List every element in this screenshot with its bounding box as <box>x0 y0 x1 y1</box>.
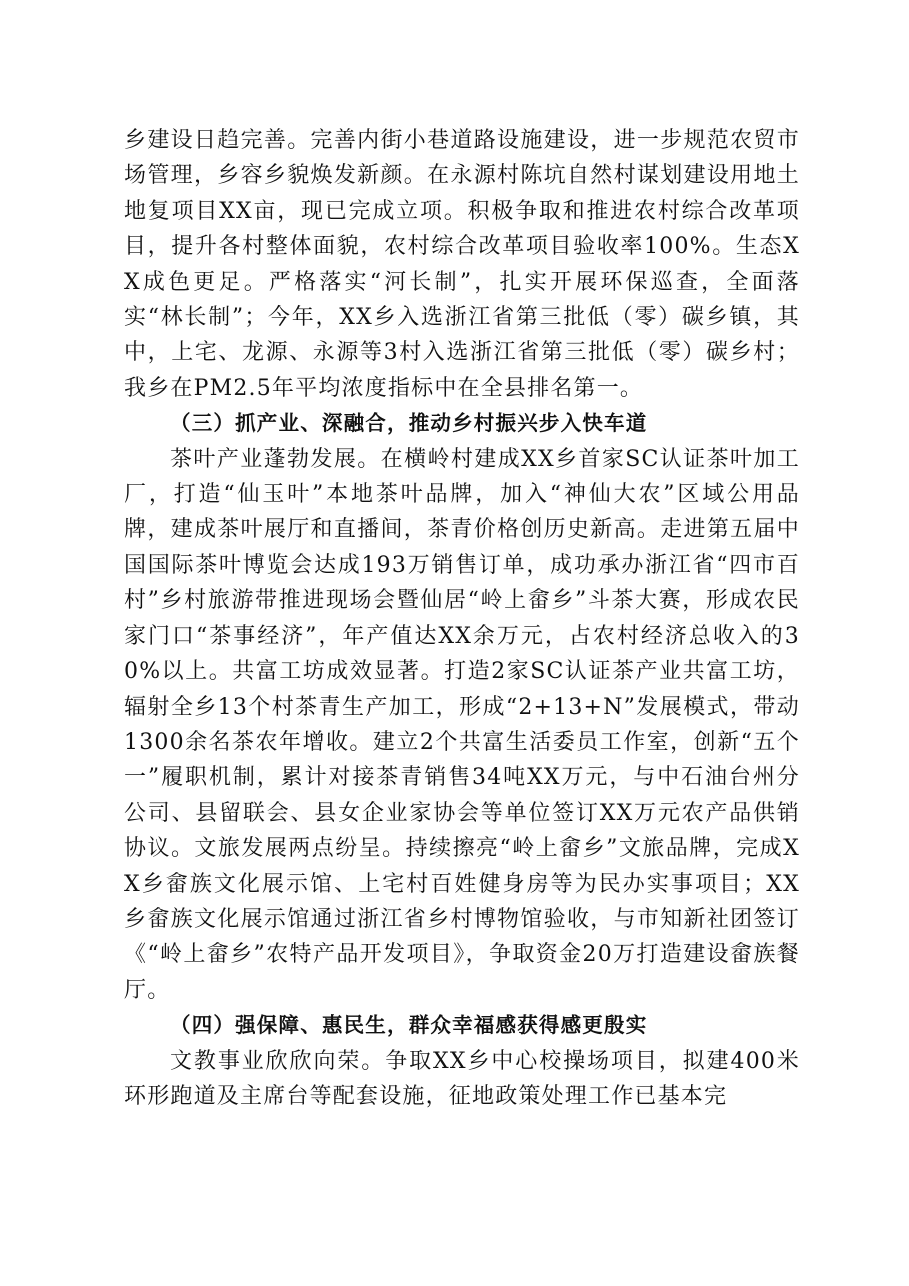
document-page <box>124 123 800 1114</box>
section-heading-4: （四）强保障、惠民生，群众幸福感获得感更殷实 <box>170 1013 648 1038</box>
section-heading-3: （三）抓产业、深融合，推动乡村振兴步入快车道 <box>170 411 648 436</box>
paragraph-rural-environment: 乡建设日趋完善。完善内街小巷道路设施建设，进一步规范农贸市场管理，乡容乡貌焕发新颜。在永源村陈坑自然村谋划建设用地土地复项目XX亩，现已完成立项。积极争取和推进农村综合改革项目，提升各村整体面貌，农村综合改革项目验收率100%。生态XX成色更足。严格落实“河长制”，扎实开展环保巡查，全面落实“林长制”；今年，XX乡入选浙江省第三批低（零）碳乡镇，其中，上宅、龙源、永源等3村入选浙江省第三批低（零）碳乡村；我乡在PM2.5年平均浓度指标中在全县排名第一。 <box>124 128 800 401</box>
paragraph-education: 文教事业欣欣向荣。争取XX乡中心校操场项目，拟建400米环形跑道及主席台等配套设施，征地政策处理工作已基本完 <box>124 1048 800 1109</box>
paragraph-industry: 茶叶产业蓬勃发展。在横岭村建成XX乡首家SC认证茶叶加工厂，打造“仙玉叶”本地茶叶品牌，加入“神仙大农”区域公用品牌，建成茶叶展厅和直播间，茶青价格创历史新高。走进第五届中国国际茶叶博览会达成193万销售订单，成功承办浙江省“四市百村”乡村旅游带推进现场会暨仙居“岭上畲乡”斗茶大赛，形成农民家门口“茶事经济”，年产值达XX余万元，占农村经济总收入的30%以上。共富工坊成效显著。打造2家SC认证茶产业共富工坊，辐射全乡13个村茶青生产加工，形成“2+13+N”发展模式，带动1300余名茶农年增收。建立2个共富生活委员工作室，创新“五个一”履职机制，累计对接茶青销售34吨XX万元，与中石油台州分公司、县留联会、县女企业家协会等单位签订XX万元农产品供销协议。文旅发展两点纷呈。持续擦亮“岭上畲乡”文旅品牌，完成XX乡畲族文化展示馆、上宅村百姓健身房等为民办实事项目；XX乡畲族文化展示馆通过浙江省乡村博物馆验收，与市知新社团签订《“岭上畲乡”农特产品开发项目》，争取资金20万打造建设畲族餐厅。 <box>124 446 800 1003</box>
